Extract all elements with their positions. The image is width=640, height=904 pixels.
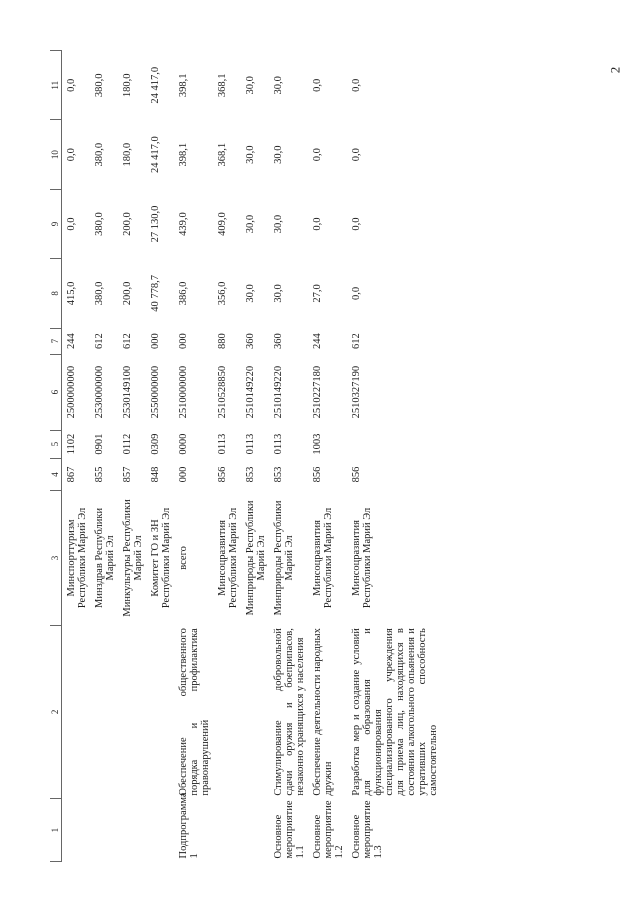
cell-col-7: 612 xyxy=(351,333,362,349)
cell-col-3: Минсоцразвития Республики Марий Эл xyxy=(312,507,334,609)
cell-col-2: Обеспечение деятельности народных дружин xyxy=(312,628,334,796)
cell-col-2 xyxy=(62,625,91,798)
cell-col-5: 0113 xyxy=(217,433,228,455)
cell-col-8: 380,0 xyxy=(94,281,105,306)
cell-col-7: 244 xyxy=(312,333,323,349)
cell-col-3: Комитет ГО и ЗН Республики Марий Эл xyxy=(150,507,172,609)
table-row xyxy=(308,51,347,862)
table-row xyxy=(213,51,241,862)
cell-col-10: 368,1 xyxy=(217,142,228,167)
cell-col-4: 857 xyxy=(122,466,133,483)
cell-col-10: 0,0 xyxy=(351,148,362,162)
cell-col-11: 24 417,0 xyxy=(150,66,161,104)
column-number-3: 3 xyxy=(50,491,62,625)
cell-col-1: Основное мероприятие 1.3 xyxy=(351,800,384,859)
cell-col-8: 200,0 xyxy=(122,281,133,306)
cell-col-3: Минприроды Республики Марий Эл xyxy=(273,500,295,616)
cell-col-7: 000 xyxy=(150,333,161,349)
rotated-page xyxy=(50,50,590,862)
table-row xyxy=(62,51,91,862)
cell-col-9: 409,0 xyxy=(217,212,228,236)
cell-col-5: 0309 xyxy=(150,433,161,455)
cell-col-1 xyxy=(146,799,174,862)
cell-col-8: 30,0 xyxy=(273,284,284,303)
cell-col-3: Минсоцразвития Республики Марий Эл xyxy=(217,507,239,609)
cell-col-1 xyxy=(62,799,91,862)
cell-col-5: 0113 xyxy=(245,433,256,455)
column-number-9: 9 xyxy=(50,189,62,258)
cell-col-2 xyxy=(213,625,241,798)
cell-col-5: 0000 xyxy=(178,433,189,455)
cell-col-9: 27 130,0 xyxy=(150,205,161,243)
table-row xyxy=(269,51,308,862)
cell-col-11: 398,1 xyxy=(178,73,189,98)
cell-col-11: 0,0 xyxy=(66,78,77,92)
cell-col-8: 0,0 xyxy=(351,286,362,300)
cell-col-6: 2530000000 xyxy=(94,365,105,419)
cell-col-11: 0,0 xyxy=(351,78,362,92)
cell-col-9: 30,0 xyxy=(245,214,256,234)
cell-col-5: 0112 xyxy=(122,433,133,455)
column-number-row xyxy=(50,51,62,862)
cell-col-10: 24 417,0 xyxy=(150,136,161,174)
column-number-4: 4 xyxy=(50,458,62,491)
table-body xyxy=(62,51,442,862)
cell-col-11: 30,0 xyxy=(245,76,256,95)
cell-col-5: 0901 xyxy=(94,433,105,455)
cell-col-4: 855 xyxy=(94,466,105,483)
cell-col-11: 368,1 xyxy=(217,73,228,98)
cell-col-7: 000 xyxy=(178,333,189,349)
cell-col-4: 856 xyxy=(351,466,362,483)
cell-col-6: 2510149220 xyxy=(245,365,256,419)
cell-col-1 xyxy=(213,799,241,862)
table-row xyxy=(90,51,118,862)
cell-col-1 xyxy=(241,799,269,862)
cell-col-1: Основное мероприятие 1.1 xyxy=(273,800,306,859)
cell-col-9: 0,0 xyxy=(66,217,77,231)
cell-col-10: 30,0 xyxy=(273,145,284,164)
cell-col-2: Обеспечение общественного порядка и профилактика правонарушений xyxy=(178,628,211,796)
cell-col-1 xyxy=(118,799,146,862)
cell-col-7: 244 xyxy=(66,333,77,349)
column-number-11: 11 xyxy=(50,51,62,120)
cell-col-9: 0,0 xyxy=(351,217,362,231)
cell-col-3: Минприроды Республики Марий Эл xyxy=(245,500,267,616)
table-row xyxy=(174,51,213,862)
cell-col-3: Минспорттуризм Республики Марий Эл xyxy=(66,507,88,609)
cell-col-10: 398,1 xyxy=(178,142,189,167)
cell-col-1: Основное мероприятие 1.2 xyxy=(312,800,345,859)
cell-col-8: 386,0 xyxy=(178,281,189,306)
cell-col-11: 180,0 xyxy=(122,73,133,98)
column-number-8: 8 xyxy=(50,259,62,328)
cell-col-9: 0,0 xyxy=(312,217,323,231)
cell-col-3: Минздрав Республики Марий Эл xyxy=(94,507,116,608)
cell-col-10: 380,0 xyxy=(94,142,105,167)
cell-col-9: 30,0 xyxy=(273,214,284,234)
budget-table xyxy=(50,50,441,862)
cell-col-4: 853 xyxy=(245,466,256,483)
cell-col-11: 0,0 xyxy=(312,78,323,92)
cell-col-6: 2530149100 xyxy=(122,365,133,419)
cell-col-7: 612 xyxy=(122,333,133,349)
cell-col-11: 380,0 xyxy=(94,73,105,98)
cell-col-8: 415,0 xyxy=(66,281,77,306)
cell-col-3: всего xyxy=(178,546,189,570)
cell-col-8: 27,0 xyxy=(312,284,323,303)
cell-col-2: Разработка мер и создание условий для образования и функционирования специализированного учреждения для приема лиц, находящихся в состоянии алкогольного опьянения и утративших способность самостоятельно xyxy=(351,628,439,796)
cell-col-8: 40 778,7 xyxy=(150,275,161,312)
cell-col-4: 856 xyxy=(217,466,228,483)
cell-col-7: 360 xyxy=(245,333,256,349)
cell-col-3: Минсоцразвития Республики Марий Эл xyxy=(351,507,373,609)
cell-col-4: 000 xyxy=(178,466,189,483)
cell-col-4: 867 xyxy=(66,466,77,483)
table-row xyxy=(118,51,146,862)
table-row xyxy=(347,51,441,862)
cell-col-2 xyxy=(241,625,269,798)
cell-col-1 xyxy=(90,799,118,862)
cell-col-6: 2550000000 xyxy=(150,365,161,419)
cell-col-5: 0113 xyxy=(273,433,284,455)
cell-col-3: Минкультуры Республики Марий Эл xyxy=(122,499,144,617)
cell-col-6: 2510227180 xyxy=(312,365,323,419)
cell-col-1: Подпрограмма 1 xyxy=(178,792,200,859)
cell-col-11: 30,0 xyxy=(273,76,284,95)
column-number-7: 7 xyxy=(50,328,62,354)
cell-col-9: 380,0 xyxy=(94,212,105,236)
cell-col-4: 848 xyxy=(150,466,161,483)
cell-col-5: 1102 xyxy=(66,433,77,455)
cell-col-2: Стимулирование добровольной сдачи оружия и боеприпасов, незаконно хранящихся у населения xyxy=(273,628,306,796)
cell-col-6: 2510327190 xyxy=(351,365,362,419)
cell-col-10: 0,0 xyxy=(66,148,77,162)
cell-col-10: 180,0 xyxy=(122,142,133,167)
cell-col-5: 1003 xyxy=(312,433,323,455)
cell-col-4: 853 xyxy=(273,466,284,483)
cell-col-6: 2510149220 xyxy=(273,365,284,419)
column-number-10: 10 xyxy=(50,120,62,189)
cell-col-6: 2510528850 xyxy=(217,365,228,419)
cell-col-5 xyxy=(347,430,441,458)
cell-col-10: 30,0 xyxy=(245,145,256,164)
cell-col-4: 856 xyxy=(312,466,323,483)
cell-col-7: 880 xyxy=(217,333,228,349)
column-number-5: 5 xyxy=(50,430,62,458)
cell-col-8: 356,0 xyxy=(217,281,228,306)
cell-col-2 xyxy=(90,625,118,798)
cell-col-10: 0,0 xyxy=(312,148,323,162)
cell-col-2 xyxy=(146,625,174,798)
cell-col-6: 2510000000 xyxy=(178,365,189,419)
cell-col-8: 30,0 xyxy=(245,284,256,303)
cell-col-2 xyxy=(118,625,146,798)
cell-col-9: 439,0 xyxy=(178,212,189,236)
cell-col-9: 200,0 xyxy=(122,212,133,236)
cell-col-7: 612 xyxy=(94,333,105,349)
table-row xyxy=(241,51,269,862)
cell-col-7: 360 xyxy=(273,333,284,349)
column-number-6: 6 xyxy=(50,354,62,430)
table-row xyxy=(146,51,174,862)
column-number-1: 1 xyxy=(50,799,62,862)
cell-col-6: 2500000000 xyxy=(66,365,77,419)
column-number-2: 2 xyxy=(50,625,62,798)
page-number: 2 xyxy=(607,66,623,74)
